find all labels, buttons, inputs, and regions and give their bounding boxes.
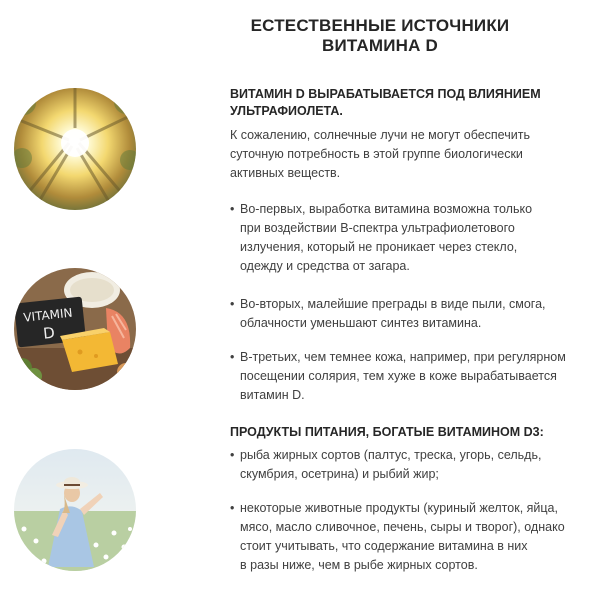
bullet-dot: •	[230, 448, 235, 462]
list-item: • рыба жирных сортов (палтус, треска, угорь, сельдь, скумбрия, осетрина) и рыбий жир;	[230, 448, 542, 481]
chalkboard-text-line1: VITAMIN	[22, 305, 74, 325]
page-title-line1: ЕСТЕСТВЕННЫЕ ИСТОЧНИКИ	[250, 16, 510, 35]
list-item: • Во-вторых, малейшие преграды в виде пыли, смога, облачности уменьшают синтез витамина.	[230, 297, 546, 330]
bullet-dot: •	[230, 501, 235, 515]
bullet-dot: •	[230, 350, 235, 364]
bullet-dot: •	[230, 297, 235, 311]
list-item: • В-третьих, чем темнее кожа, например, при регулярном посещении солярия, тем хуже в коже вырабатывается витамин D.	[230, 350, 566, 402]
vitamin-d-food-image	[14, 268, 136, 390]
bullet-dot: •	[230, 202, 235, 216]
sun-illustration	[14, 88, 136, 210]
uv-intro: К сожалению, солнечные лучи не могут обеспечить суточную потребность в этой группе биологически активных веществ.	[230, 128, 530, 180]
food-illustration	[14, 268, 136, 390]
chalkboard-text-line2: D	[42, 323, 56, 343]
woman-in-field-image	[14, 449, 136, 571]
field-illustration	[14, 449, 136, 571]
list-item: • Во-первых, выработка витамина возможна только при воздействии В-спектра ультрафиолетового излучения, который не проникает через стекло, одежду и средства от загара.	[230, 202, 533, 273]
uv-section	[230, 86, 590, 120]
foods-section	[230, 424, 590, 441]
page-title	[230, 16, 530, 56]
uv-section-heading: ВИТАМИН D ВЫРАБАТЫВАЕТСЯ ПОД ВЛИЯНИЕМ УЛЬТРАФИОЛЕТА.	[230, 87, 541, 118]
sun-through-trees-image	[14, 88, 136, 210]
list-item: • некоторые животные продукты (куриный желток, яйца, мясо, масло сливочное, печень, сыры и творог), однако стоит учитывать, что содержание витамина в них в разы ниже, чем в рыбе жирных сортов.	[230, 501, 565, 572]
foods-section-heading: ПРОДУКТЫ ПИТАНИЯ, БОГАТЫЕ ВИТАМИНОМ D3:	[230, 425, 544, 439]
page-title-line2: ВИТАМИНА D	[321, 36, 439, 55]
